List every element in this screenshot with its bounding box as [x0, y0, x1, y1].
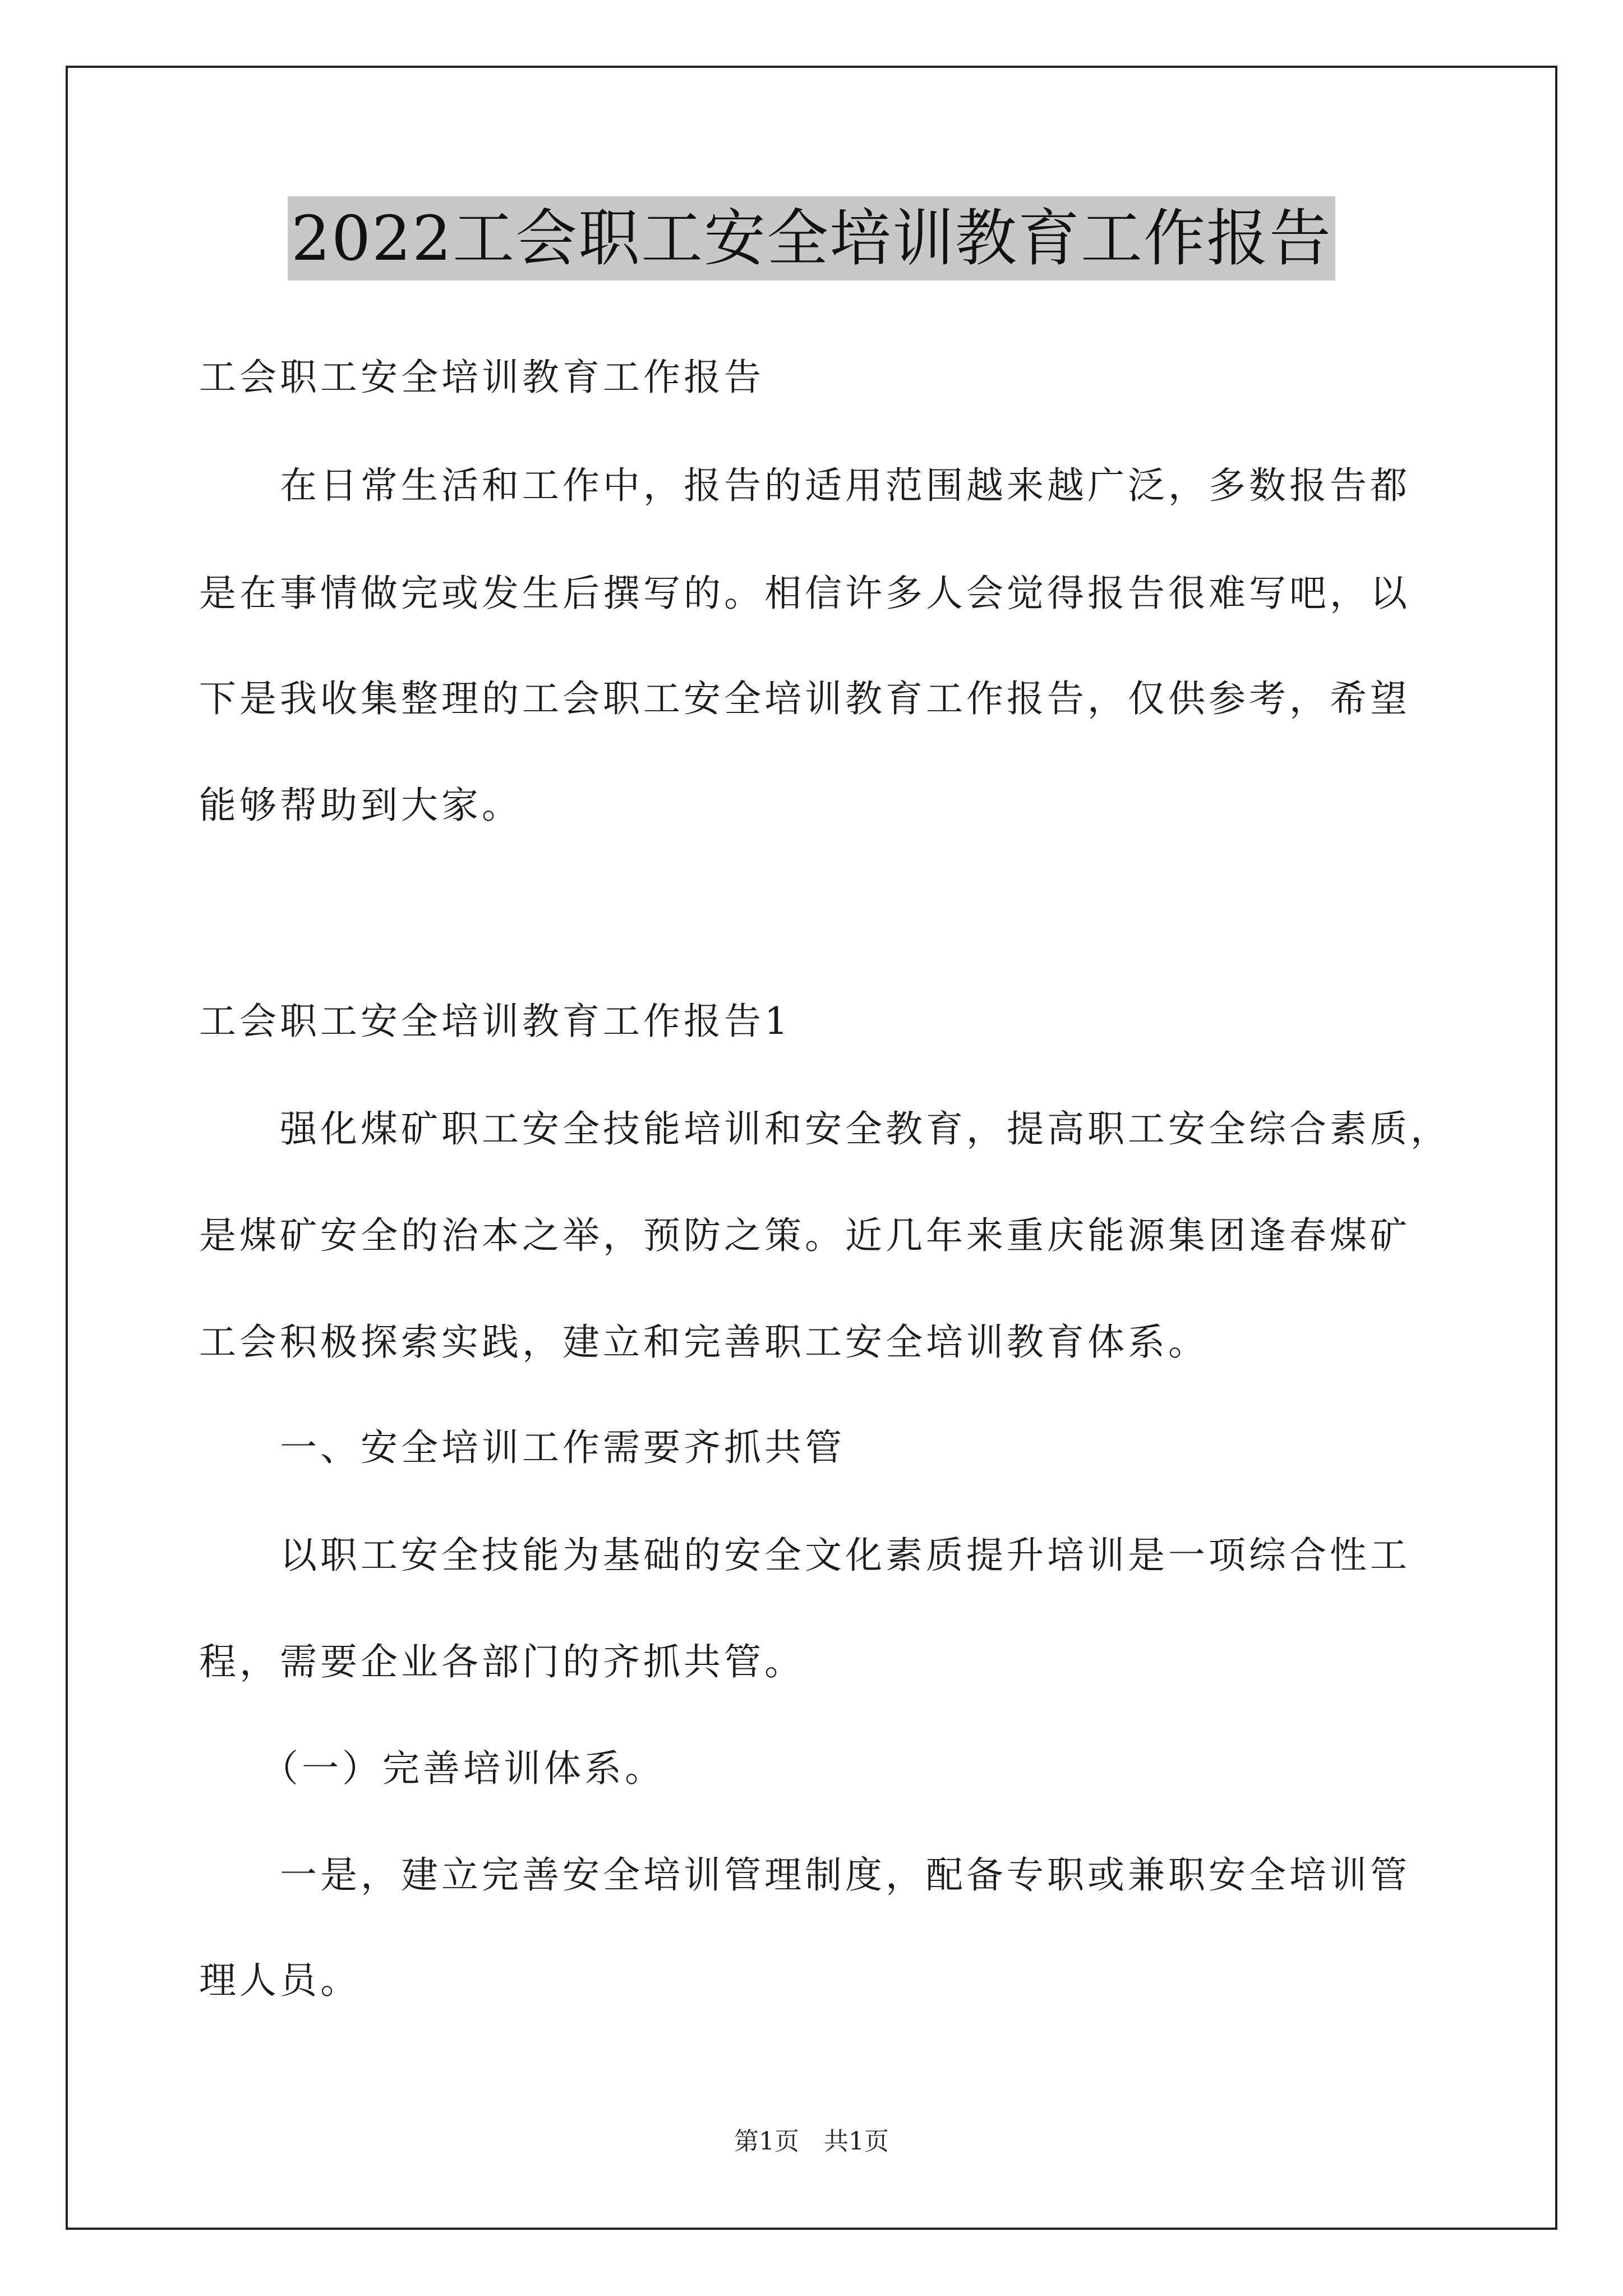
- paragraph-line: 强化煤矿职工安全技能培训和安全教育，提高职工安全综合素质，: [199, 1107, 1451, 1151]
- paragraph-line: 在日常生活和工作中，报告的适用范围越来越广泛，多数报告都: [199, 464, 1410, 507]
- document-title: 2022工会职工安全培训教育工作报告: [288, 196, 1335, 280]
- subtitle-line: 工会职工安全培训教育工作报告: [199, 356, 764, 399]
- section-heading: 工会职工安全培训教育工作报告1: [199, 1000, 791, 1043]
- title-wrap: [0, 196, 1623, 280]
- paragraph-line: 能够帮助到大家。: [199, 784, 522, 827]
- section-subheading: （一）完善培训体系。: [199, 1747, 665, 1790]
- page-footer: 第1页 共1页: [734, 2127, 889, 2156]
- paragraph-line: 是在事情做完或发生后撰写的。相信许多人会觉得报告很难写吧，以: [199, 572, 1410, 615]
- paragraph-line: 是煤矿安全的治本之举，预防之策。近几年来重庆能源集团逢春煤矿: [199, 1214, 1410, 1257]
- paragraph-line: 工会积极探索实践，建立和完善职工安全培训教育体系。: [199, 1320, 1209, 1364]
- paragraph-line: 理人员。: [199, 1959, 361, 2002]
- paragraph-line: 以职工安全技能为基础的安全文化素质提升培训是一项综合性工: [199, 1534, 1410, 1577]
- paragraph-line: 一是，建立完善安全培训管理制度，配备专职或兼职安全培训管: [199, 1853, 1410, 1897]
- section-subheading: 一、安全培训工作需要齐抓共管: [199, 1426, 845, 1469]
- paragraph-line: 程，需要企业各部门的齐抓共管。: [199, 1640, 805, 1683]
- paragraph-line: 下是我收集整理的工会职工安全培训教育工作报告，仅供参考，希望: [199, 677, 1410, 720]
